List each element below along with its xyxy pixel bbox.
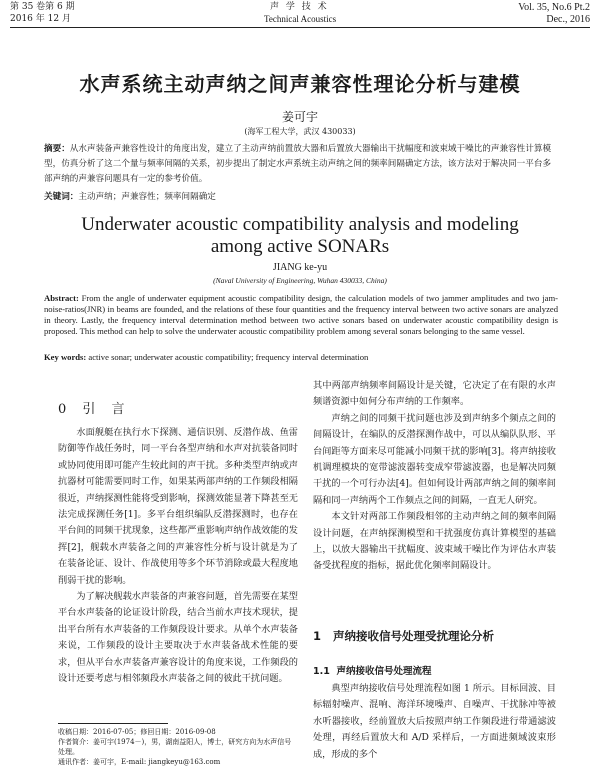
abstract-en-text: From the angle of underwater equipment acoustic compatibility design, the calculation models of two jammer amplitudes and two jam-noise-ratios(JNR) in beams are founded, and the relations of these four quantities and the frequency interval between two active sonars are analyzed in theory. Lastly, the frequency interval determination method between two active sonars based on underwater acoustic compatibility design is proposed. This method can help to solve the underwater acoustic compatibility problem among several sonars belonging to the same vessel. <box>44 293 558 336</box>
author-cn: 姜可宇 <box>281 110 318 124</box>
paper-title-cn: 水声系统主动声纳之间声兼容性理论分析与建模 <box>79 72 521 96</box>
keywords-en-label: Key words: <box>44 352 87 362</box>
right-continuation: 其中两部声纳频率间隔设计是关键，它决定了在有限的水声频谱资源中如何分布声纳的工作频率。 <box>313 380 556 408</box>
keywords-en <box>44 352 558 362</box>
right-paragraph-1: 声纳之间的同频干扰问题也涉及到声纳多个频点之间的间隔设计，在编队的反潜探测作战中，可以从编队队形、平台间距等方面来尽可能减小同频干扰的影响[3]。将声纳接收机调理模块的宽带滤波器转变成窄带滤波器，也是解决同频干扰的一个可行办法[4]。但如何设计两部声纳之间的频率间隔和同一声纳两个工作频点之间的间隔，一直无人研究。 <box>313 412 556 506</box>
header-rule <box>10 27 590 28</box>
abstract-en <box>44 293 558 337</box>
left-column <box>58 425 298 688</box>
keywords-en-text: active sonar; underwater acoustic compatibility; frequency interval determination <box>88 352 369 362</box>
section-title: 声纳接收信号处理受扰理论分析 <box>333 629 495 643</box>
subsection-body <box>313 681 556 763</box>
date-cn: 2016 年 12 月 <box>10 14 71 24</box>
volume-cn: 第 35 卷第 6 期 <box>10 2 75 12</box>
subsection-heading-1-1 <box>313 663 431 677</box>
keywords-cn-text: 主动声纳；声兼容性；频率间隔确定 <box>78 192 216 202</box>
intro-paragraph-2: 为了解决舰载水声装备的声兼容问题，首先需要在某型平台水声装备的论证设计阶段，结合当前水声技术现状，提出平台所有水声装备的工作频段设计要求。从单个水声装备来说，工作频段的设计主要取决于水声装备战术性能的要求，但从平台水声装备声兼容设计的角度来说，工作频段的设计还要考虑与相邻频段水声装备之间的彼此干扰问题。 <box>58 591 298 685</box>
date-en: Dec., 2016 <box>546 14 590 25</box>
right-paragraph-2: 本文针对两部工作频段相邻的主动声纳之间的频率间隔设计问题，在声纳探测模型和干扰强度仿真计算模型的基础上，以放大器输出干扰幅度、波束域干噪比作为评估水声装备受扰程度的指标，据此优化频率间隔设计。 <box>313 511 556 572</box>
journal-cn: 声 学 技 术 <box>270 2 329 12</box>
footnote-rule <box>58 723 168 724</box>
footnote-author-bio: 作者简介：姜可宇(1974－)，男，湖南益阳人，博士，研究方向为水声信号处理。 <box>58 738 292 756</box>
abstract-cn-text: 从水声装备声兼容性设计的角度出发，建立了主动声纳前置放大器和后置放大器输出干扰幅度和波束域干噪比的声兼容性计算模型，仿真分析了这二个量与频率间隔的关系，初步提出了制定水声系统主动声纳之间的频率间隔确定方法，该方法对于解决同一平台多部声纳的声兼容问题具有一定的参考价值。 <box>44 144 552 184</box>
section-title: 引 言 <box>82 402 131 417</box>
section-number: 1 <box>313 629 322 643</box>
page-header <box>10 0 590 26</box>
section-heading-1 <box>313 628 573 644</box>
intro-paragraph-1: 水面舰艇在执行水下探测、通信识别、反潜作战、鱼雷防御等作战任务时，同一平台各型声纳和水声对抗装备同时或协同使用即可能产生较此间的声干扰。多种类型声纳或声抗器材可能需要同时工作，如果某两部声纳的工作频段相隔很近，声纳探测性能将受到影响，探测效能显著下降甚至无法完成探测任务[1]。多平台组织编队反潜探测时，也存在平台间的同频干扰现象，这些都严重影响声纳作战效能的发挥[2]，舰载水声装备之间的声兼容性分析与设计就是为了在装备论证、设计、作战使用等多个环节消除或最大程度地削弱干扰的影响。 <box>58 427 298 586</box>
subsection-title: 声纳接收信号处理流程 <box>336 666 432 677</box>
section-number: 0 <box>58 402 73 417</box>
subsection-paragraph: 典型声纳接收信号处理流程如图 1 所示。目标回波、目标辐射噪声、混响、海洋环境噪声、自噪声、干扰脉冲等被水听器接收，经前置放大后按照声纳工作频段进行带通滤波处理，再经后置放大和 A/D 采样后，一方面进频域波束形成，形成的多个 <box>313 683 556 760</box>
abstract-en-label: Abstract: <box>44 293 79 303</box>
right-column <box>313 378 556 575</box>
subsection-number: 1.1 <box>313 666 330 677</box>
keywords-cn-label: 关键词： <box>44 192 79 202</box>
footnote-contact: 通讯作者：姜可宇，E-mail: jiangkeyu@163.com <box>58 758 221 766</box>
footnotes <box>58 727 298 767</box>
keywords-cn <box>44 191 558 203</box>
volume-en: Vol. 35, No.6 Pt.2 <box>518 2 590 13</box>
abstract-cn-label: 摘要： <box>44 144 70 154</box>
footnote-received: 收稿日期：2016-07-05；修回日期：2016-09-08 <box>58 728 216 736</box>
affiliation-en: (Naval University of Engineering, Wuhan 430033, China) <box>213 276 387 285</box>
abstract-cn <box>44 142 558 187</box>
paper-title-en: Underwater acoustic compatibility analysis and modeling among active SONARs <box>81 214 519 257</box>
journal-en: Technical Acoustics <box>264 14 337 24</box>
section-heading-intro <box>58 398 131 417</box>
affiliation-cn: (海军工程大学，武汉 430033) <box>244 127 356 136</box>
author-en: JIANG ke-yu <box>272 262 328 273</box>
